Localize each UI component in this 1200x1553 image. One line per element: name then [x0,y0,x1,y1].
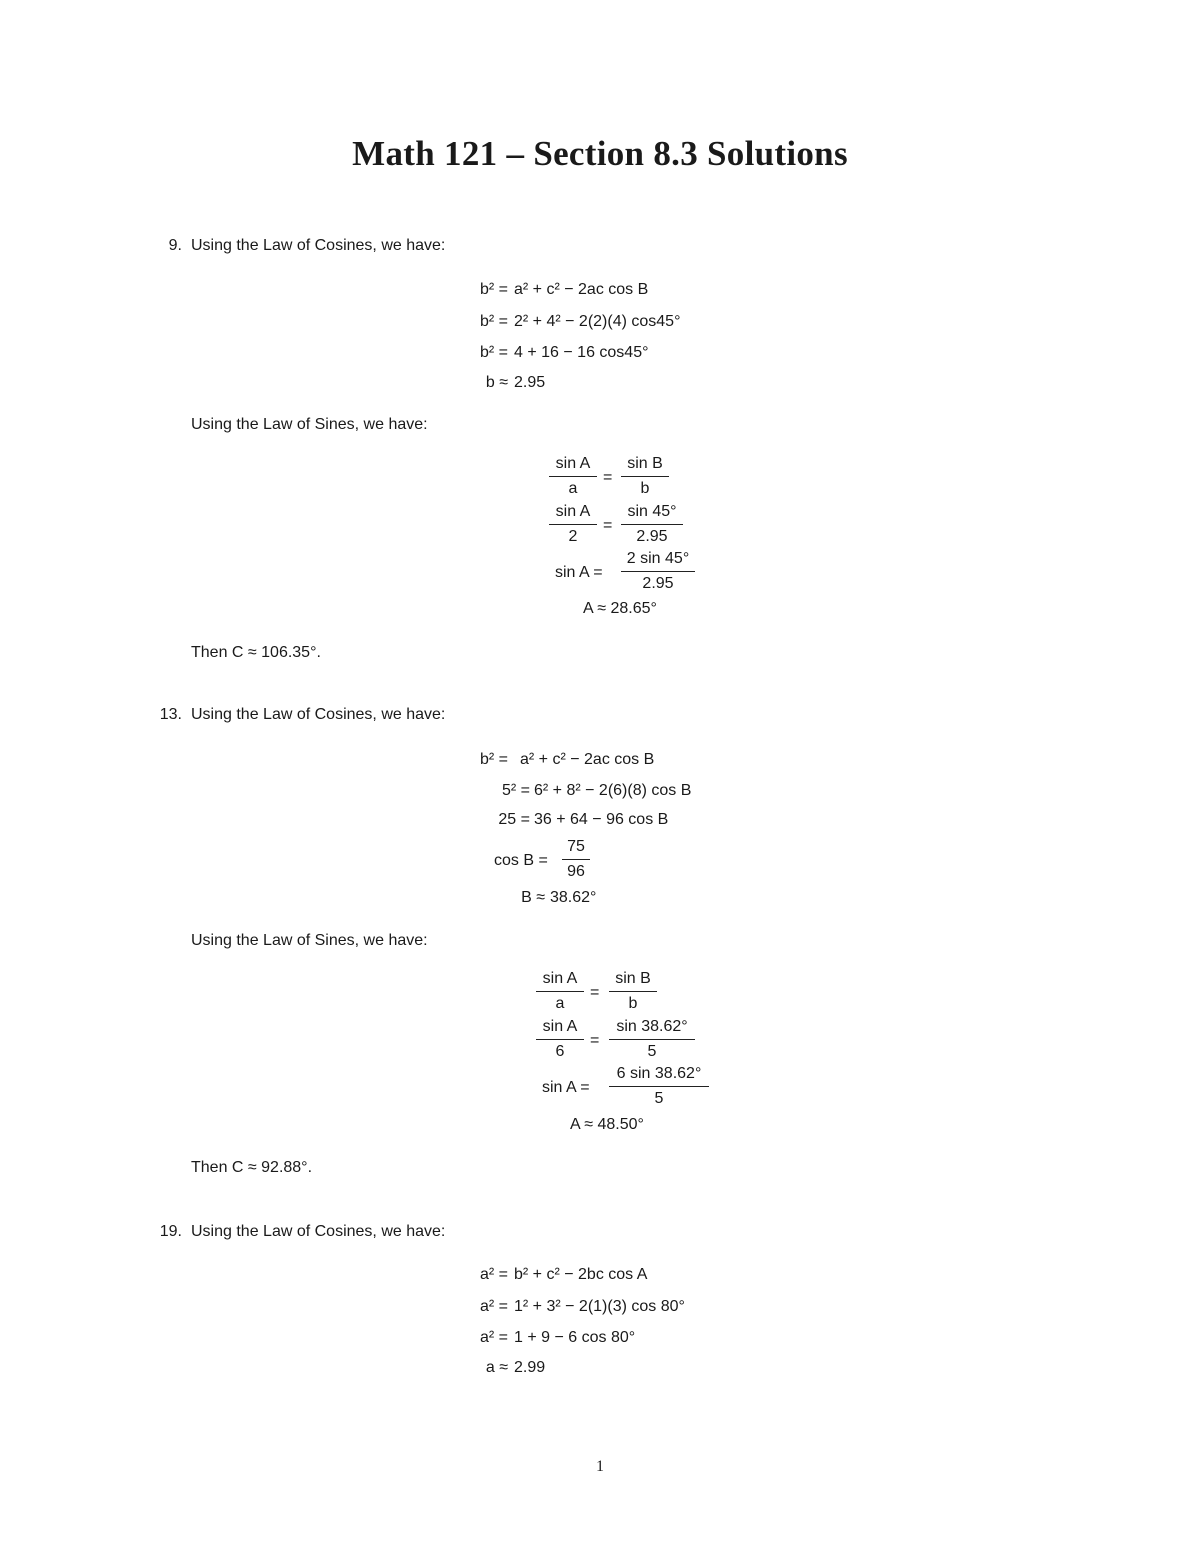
denominator: 2 [549,524,597,546]
denominator: b [621,476,669,498]
equation-rhs: 2² + 4² − 2(2)(4) cos45° [514,313,681,330]
numerator: sin B [627,455,663,472]
page-number: 1 [596,1458,604,1475]
equation-row [470,807,770,833]
equation-rhs: a² + c² − 2ac cos B [514,281,649,298]
equals-sign: = [603,517,613,534]
equals-sign: = [603,469,613,486]
numerator: 6 sin 38.62° [616,1065,702,1082]
equation-rhs: 6² + 8² − 2(6)(8) cos B [534,782,692,799]
fraction [609,1018,695,1061]
equation-row [470,1355,770,1381]
fraction [536,1018,584,1061]
equation-row [470,1294,770,1320]
denominator: a [549,476,597,498]
numerator: 75 [567,838,585,855]
denominator: 5 [609,1086,709,1108]
fraction [549,455,597,498]
numerator: sin 45° [627,503,677,520]
denominator: a [536,991,584,1013]
problem-intro: Using the Law of Cosines, we have: [191,1223,446,1240]
equation-lhs: sin A = [555,564,603,581]
denominator: 2.95 [621,524,683,546]
equation-rhs: 36 + 64 − 96 cos B [534,811,669,828]
fraction [609,1065,709,1108]
problem-intro: Using the Law of Cosines, we have: [191,706,446,723]
conclusion: Then C ≈ 92.88°. [191,1159,313,1176]
equation-row [470,309,770,335]
equation-rhs: 2.99 [514,1359,546,1376]
equation-row [470,1325,770,1351]
equals-sign: = [590,984,600,1001]
equation-row [470,277,770,303]
equation-lhs: a² = [479,1329,508,1346]
fraction [621,550,695,593]
fraction [562,838,590,881]
equation-rhs: a² + c² − 2ac cos B [520,751,655,768]
fraction [621,503,683,546]
result-line: A ≈ 28.65° [583,600,657,617]
denominator: 2.95 [621,571,695,593]
denominator: b [609,991,657,1013]
sines-intro: Using the Law of Sines, we have: [191,932,428,949]
equation-lhs: b ≈ [485,374,508,391]
result-line: A ≈ 48.50° [570,1116,644,1133]
numerator: sin A [555,455,591,472]
problem-number: 19. [159,1223,182,1240]
equation-rhs: 4 + 16 − 16 cos45° [514,344,649,361]
fraction [549,503,597,546]
equation-lhs: b² = [479,751,508,768]
equation-rhs: 38.62° [550,889,597,906]
equation-lhs: cos B = [494,852,548,869]
numerator: 2 sin 45° [626,550,690,567]
equation-lhs: a² = [479,1266,508,1283]
problem-intro: Using the Law of Cosines, we have: [191,237,446,254]
equation-row [470,885,770,911]
equation-lhs: sin A = [542,1079,590,1096]
numerator: sin A [542,1018,578,1035]
equation-lhs: 25 = [498,811,530,828]
equation-row [470,370,770,396]
equation-lhs: B ≈ [521,889,545,906]
numerator: sin A [542,970,578,987]
numerator: sin 38.62° [616,1018,688,1035]
equation-row [470,778,770,804]
fraction [536,970,584,1013]
numerator: sin A [555,503,591,520]
conclusion: Then C ≈ 106.35°. [191,644,321,661]
problem-number: 9. [168,237,182,254]
equation-lhs: a ≈ [485,1359,508,1376]
sines-intro: Using the Law of Sines, we have: [191,416,428,433]
problem-number: 13. [159,706,182,723]
denominator: 96 [562,859,590,881]
equation-lhs: a² = [479,1298,508,1315]
equation-lhs: 5² = [501,782,530,799]
denominator: 6 [536,1039,584,1061]
page-title: Math 121 – Section 8.3 Solutions [352,134,848,173]
equation-lhs: b² = [479,313,508,330]
equation-rhs: 2.95 [514,374,546,391]
equation-lhs: b² = [479,281,508,298]
equation-row [470,340,770,366]
denominator: 5 [609,1039,695,1061]
equation-rhs: 1 + 9 − 6 cos 80° [514,1329,636,1346]
equation-rhs: 1² + 3² − 2(1)(3) cos 80° [514,1298,685,1315]
equation-row [470,1262,770,1288]
fraction [609,970,657,1013]
numerator: sin B [615,970,651,987]
equation-rhs: b² + c² − 2bc cos A [514,1266,648,1283]
fraction [621,455,669,498]
equation-lhs: b² = [479,344,508,361]
equals-sign: = [590,1032,600,1049]
equation-row [470,747,770,773]
